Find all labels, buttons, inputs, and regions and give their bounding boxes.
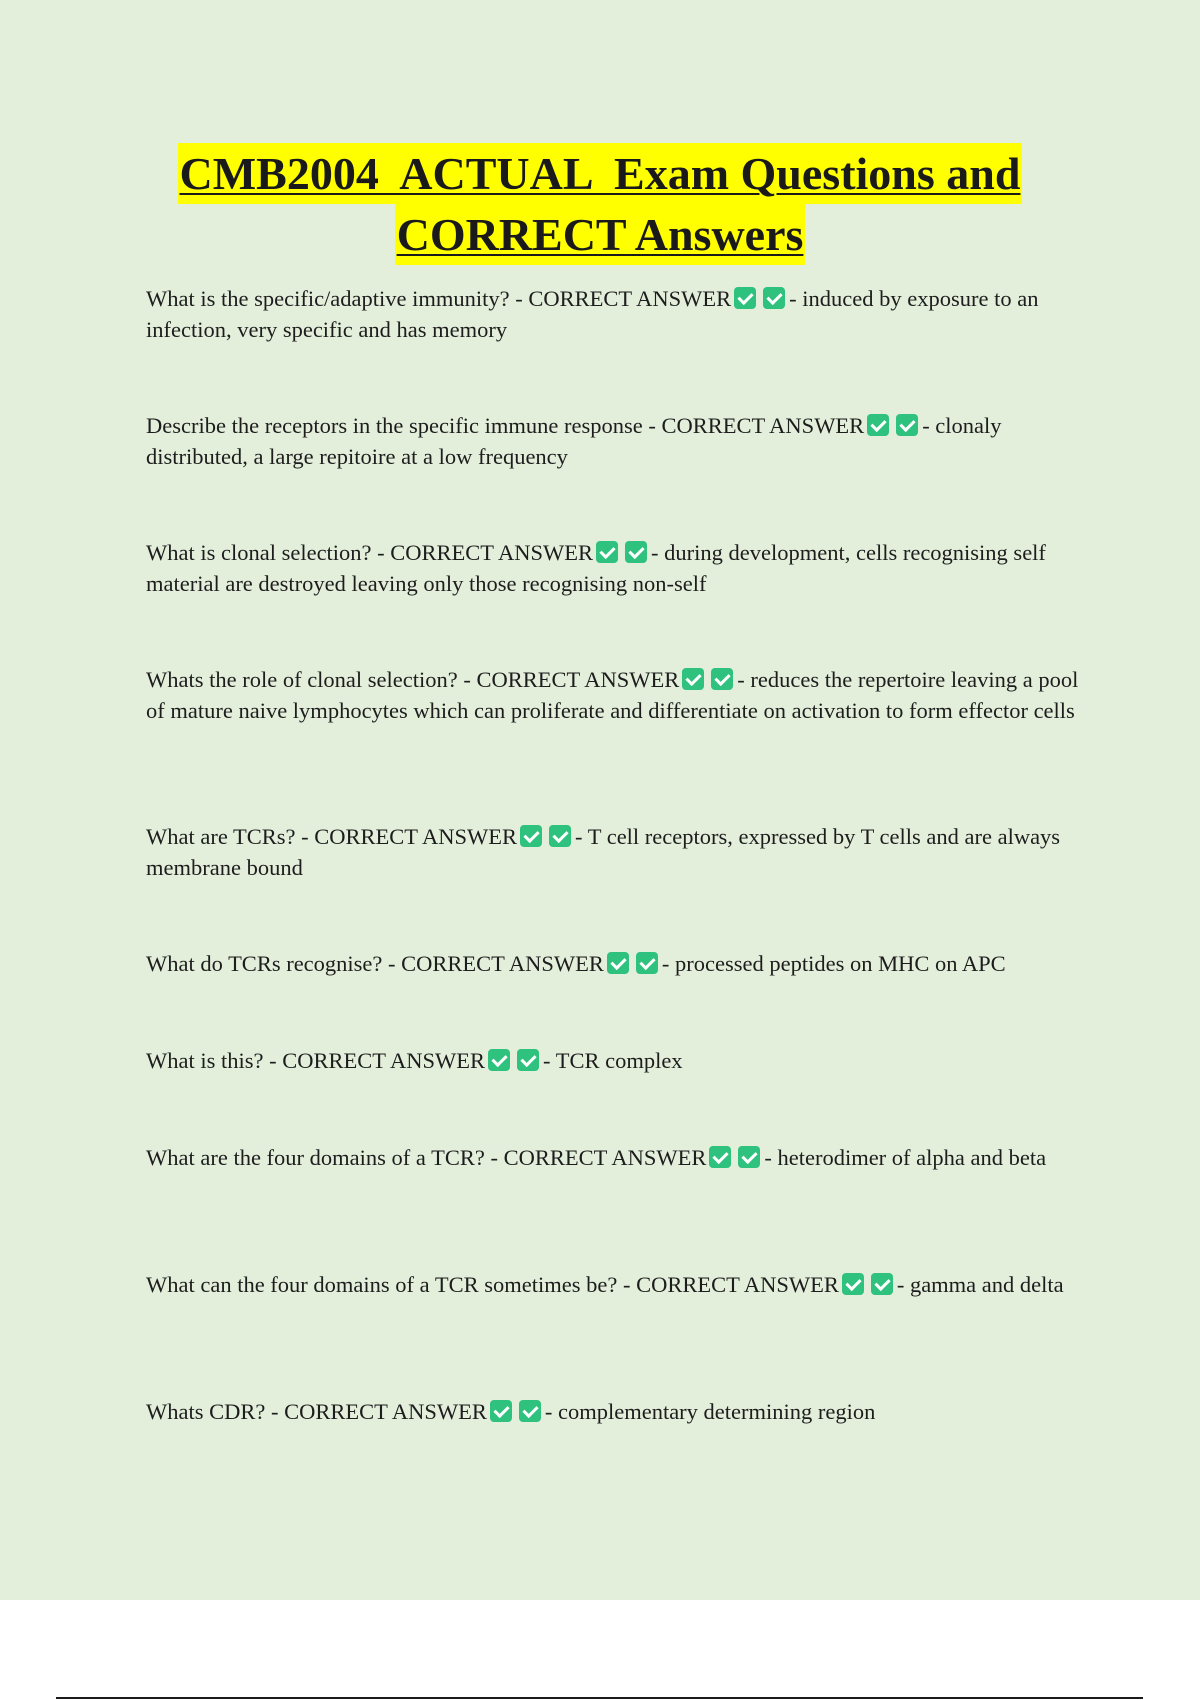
- green-checkmark-icon: [867, 414, 889, 436]
- question-text: What are the four domains of a TCR? -: [146, 1145, 504, 1170]
- green-checkmark-icon: [519, 1400, 541, 1422]
- document-title: [0, 143, 1200, 265]
- title-line-2: CORRECT Answers: [395, 204, 806, 265]
- answer-text: - during development, cells recognising self material are destroyed leaving only those recognising non-self: [146, 540, 1046, 596]
- answer-label: CORRECT ANSWER: [314, 824, 518, 849]
- answer-text: - gamma and delta: [896, 1272, 1064, 1297]
- green-checkmark-icon: [709, 1146, 731, 1168]
- qa-item: [146, 1045, 1096, 1076]
- question-text: What is the specific/adaptive immunity? -: [146, 286, 529, 311]
- answer-label: CORRECT ANSWER: [476, 667, 680, 692]
- question-text: What are TCRs? -: [146, 824, 315, 849]
- answer-label: CORRECT ANSWER: [282, 1048, 485, 1073]
- answer-text: - processed peptides on MHC on APC: [661, 951, 1006, 976]
- answer-text: - induced by exposure to an infection, very specific and has memory: [146, 286, 1039, 342]
- qa-item: [146, 948, 1096, 979]
- green-checkmark-icon: [596, 541, 618, 563]
- answer-text: - T cell receptors, expressed by T cells and are always membrane bound: [146, 824, 1061, 880]
- answer-text: - clonaly distributed, a large repitoire at a low frequency: [146, 413, 1002, 469]
- green-checkmark-icon: [896, 414, 918, 436]
- answer-label: CORRECT ANSWER: [401, 951, 604, 976]
- answer-text: - TCR complex: [542, 1048, 683, 1073]
- page-divider: [56, 1697, 1143, 1699]
- question-text: Describe the receptors in the specific immune response -: [146, 413, 662, 438]
- green-checkmark-icon: [636, 952, 658, 974]
- green-checkmark-icon: [625, 541, 647, 563]
- qa-item: [146, 1142, 1096, 1173]
- answer-label: CORRECT ANSWER: [503, 1145, 707, 1170]
- qa-item: [146, 664, 1096, 726]
- answer-label: CORRECT ANSWER: [528, 286, 732, 311]
- green-checkmark-icon: [871, 1273, 893, 1295]
- green-checkmark-icon: [734, 287, 756, 309]
- qa-item: [146, 821, 1096, 883]
- question-text: Whats the role of clonal selection? -: [146, 667, 477, 692]
- green-checkmark-icon: [607, 952, 629, 974]
- title-line-1: CMB2004 ACTUAL Exam Questions and: [178, 143, 1023, 204]
- qa-item: [146, 1269, 1096, 1300]
- question-text: What is clonal selection? -: [146, 540, 391, 565]
- green-checkmark-icon: [738, 1146, 760, 1168]
- qa-item: [146, 283, 1096, 345]
- green-checkmark-icon: [490, 1400, 512, 1422]
- answer-label: CORRECT ANSWER: [661, 413, 865, 438]
- answer-text: - complementary determining region: [544, 1399, 876, 1424]
- green-checkmark-icon: [517, 1049, 539, 1071]
- answer-label: CORRECT ANSWER: [390, 540, 594, 565]
- green-checkmark-icon: [842, 1273, 864, 1295]
- question-text: What do TCRs recognise? -: [146, 951, 402, 976]
- question-text: What is this? -: [146, 1048, 283, 1073]
- question-text: What can the four domains of a TCR sometimes be? -: [146, 1272, 637, 1297]
- question-text: Whats CDR? -: [146, 1399, 285, 1424]
- answer-text: - reduces the repertoire leaving a pool of mature naive lymphocytes which can proliferate and differentiate on activation to form effector cells: [146, 667, 1079, 723]
- qa-item: [146, 1396, 1096, 1427]
- green-checkmark-icon: [488, 1049, 510, 1071]
- answer-label: CORRECT ANSWER: [636, 1272, 839, 1297]
- green-checkmark-icon: [711, 668, 733, 690]
- answer-text: - heterodimer of alpha and beta: [764, 1145, 1047, 1170]
- green-checkmark-icon: [682, 668, 704, 690]
- answer-label: CORRECT ANSWER: [284, 1399, 487, 1424]
- green-checkmark-icon: [763, 287, 785, 309]
- green-checkmark-icon: [520, 825, 542, 847]
- qa-item: [146, 537, 1096, 599]
- qa-item: [146, 410, 1096, 472]
- green-checkmark-icon: [549, 825, 571, 847]
